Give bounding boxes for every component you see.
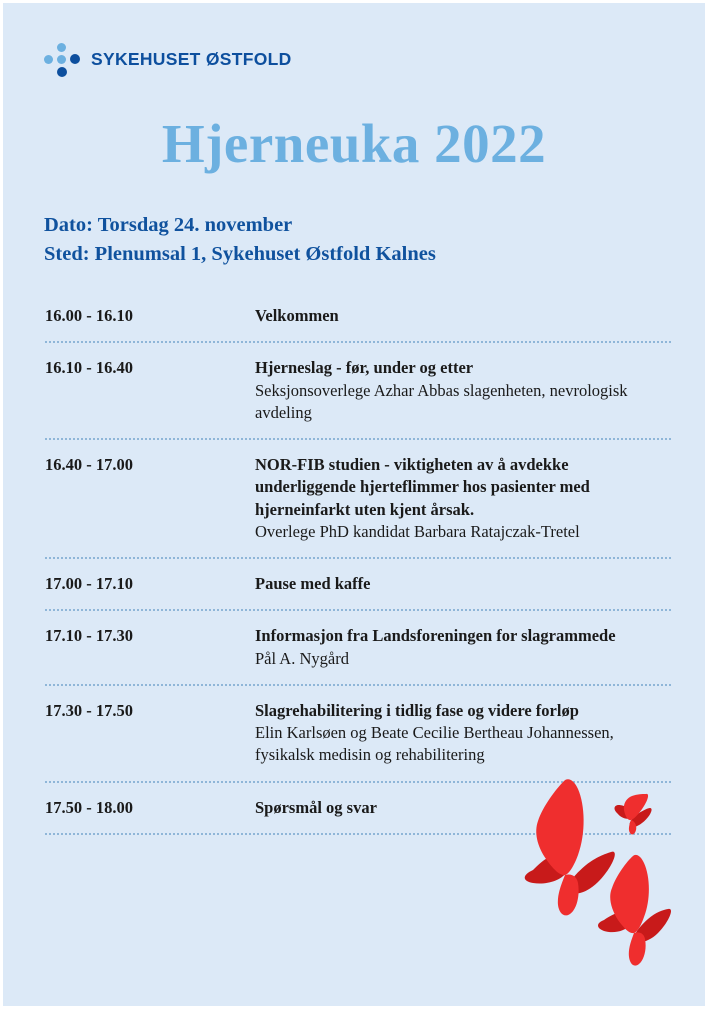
schedule-row <box>45 440 671 557</box>
schedule-row-speaker: Seksjonsoverlege Azhar Abbas slagenheten, nevrologisk avdeling <box>255 380 628 422</box>
schedule-row-title: Slagrehabilitering i tidlig fase og videre forløp <box>255 700 579 720</box>
schedule-row <box>45 611 671 684</box>
event-place: Sted: Plenumsal 1, Sykehuset Østfold Kalnes <box>44 243 436 266</box>
logo-wordmark: SYKEHUSET ØSTFOLD <box>91 48 292 69</box>
schedule-row-title: Informasjon fra Landsforeningen for slagrammede <box>255 626 616 646</box>
logo-dot-bottom-icon <box>57 67 67 77</box>
schedule-row-body <box>255 625 671 670</box>
schedule-row-speaker: Pål A. Nygård <box>255 648 349 668</box>
schedule-row-title: Pause med kaffe <box>255 574 371 594</box>
schedule-row-body <box>255 357 671 424</box>
schedule-row-title: Spørsmål og svar <box>255 797 377 817</box>
schedule-row <box>45 783 671 833</box>
event-meta <box>44 211 436 269</box>
schedule-row-body <box>255 700 671 767</box>
schedule-row-body <box>255 305 671 327</box>
schedule-row-time: 17.10 - 17.30 <box>45 626 133 646</box>
event-date: Dato: Torsdag 24. november <box>44 214 293 236</box>
schedule-list <box>45 291 671 835</box>
schedule-row-body <box>255 573 671 595</box>
schedule-row-body <box>255 797 671 819</box>
schedule-row-body <box>255 454 671 543</box>
schedule-row-title: Hjerneslag - før, under og etter <box>255 358 474 378</box>
schedule-row-time: 17.30 - 17.50 <box>45 700 133 720</box>
schedule-row-speaker: Elin Karlsøen og Beate Cecilie Bertheau Johannessen, fysikalsk medisin og rehabilitering <box>255 723 614 765</box>
schedule-row-time: 16.40 - 17.00 <box>45 455 133 475</box>
schedule-row-time: 17.50 - 18.00 <box>45 797 133 817</box>
logo-dot-right-icon <box>70 54 80 64</box>
logo-dot-top-icon <box>57 43 66 52</box>
logo-dot-center-icon <box>57 55 66 64</box>
butterfly-medium-icon <box>598 855 671 966</box>
schedule-row-title: Velkommen <box>255 306 339 325</box>
schedule-row-time: 16.10 - 16.40 <box>45 358 133 378</box>
page-title: Hjerneuka 2022 <box>161 113 547 174</box>
schedule-row-time: 16.00 - 16.10 <box>45 306 133 325</box>
logo-dots-icon <box>44 41 80 77</box>
schedule-row <box>45 686 671 781</box>
organization-logo <box>44 41 292 77</box>
schedule-row <box>45 343 671 438</box>
schedule-row <box>45 291 671 341</box>
schedule-row-speaker: Overlege PhD kandidat Barbara Ratajczak-Tretel <box>255 521 580 541</box>
schedule-row-title: NOR-FIB studien - viktigheten av å avdekke underliggende hjerteflimmer hos pasienter med hjerneinfarkt uten kjent årsak. <box>255 455 590 519</box>
logo-dot-left-icon <box>44 55 53 64</box>
schedule-row <box>45 559 671 609</box>
schedule-row-time: 17.00 - 17.10 <box>45 574 133 594</box>
schedule-divider <box>45 833 671 835</box>
